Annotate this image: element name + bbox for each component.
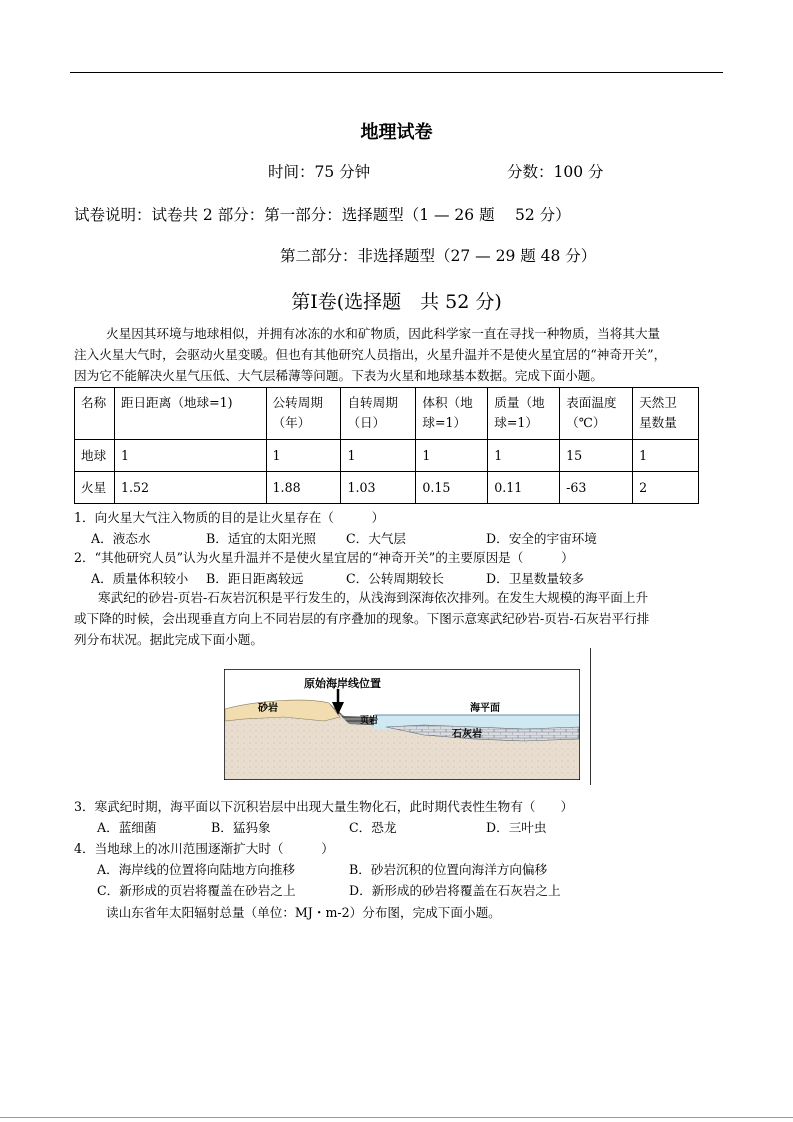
question-3-option-d[interactable]: D．三叶虫 <box>486 820 547 835</box>
table-cell: 1 <box>416 440 488 472</box>
table-cell: 1 <box>633 440 699 472</box>
table-header-cell: 名称 <box>75 388 115 440</box>
table-cell: 2 <box>633 472 699 504</box>
question-4-option-d[interactable]: D．新形成的砂岩将覆盖在石灰岩之上 <box>349 883 561 898</box>
label-coastline: 原始海岸线位置 <box>304 677 381 690</box>
table-row <box>75 472 699 504</box>
label-sandstone: 砂岩 <box>258 703 278 714</box>
table-header-cell: 自转周期 （日） <box>341 388 416 440</box>
question-1-option-b[interactable]: B．适宜的太阳光照 <box>206 531 317 546</box>
table-header-cell: 距日距离（地球=1) <box>114 388 266 440</box>
question-4-option-a[interactable]: A．海岸线的位置将向陆地方向推移 <box>97 862 296 877</box>
table-cell: 0.11 <box>488 472 560 504</box>
question-3-option-a[interactable]: A．蓝细菌 <box>97 820 157 835</box>
question-3-option-c[interactable]: C．恐龙 <box>349 820 397 835</box>
exam-time: 时间：75 分钟 <box>268 163 371 181</box>
table-header-cell: 质量（地 球=1） <box>488 388 560 440</box>
question-3-option-b[interactable]: B．猛犸象 <box>211 820 271 835</box>
table-cell: 1 <box>488 440 560 472</box>
table-row <box>75 440 699 472</box>
table-cell: 火星 <box>75 472 115 504</box>
exam-note-line1: 试卷说明：试卷共 2 部分：第一部分：选择题型（1 — 26 题 52 分） <box>74 206 571 224</box>
exam-score: 分数：100 分 <box>507 163 604 181</box>
question-4-stem: 4．当地球上的冰川范围逐渐扩大时（ ） <box>74 841 334 856</box>
question-2-option-a[interactable]: A．质量体积较小 <box>91 571 189 586</box>
table-header-row <box>75 388 699 440</box>
question-1-option-a[interactable]: A．液态水 <box>91 531 151 546</box>
passage-cambrian <box>74 587 649 650</box>
question-2-option-b[interactable]: B．距日距离较远 <box>206 571 304 586</box>
margin-rule <box>590 648 591 785</box>
table-header-cell: 表面温度 （℃） <box>560 388 633 440</box>
question-1-option-c[interactable]: C．大气层 <box>346 531 407 546</box>
question-2-stem: 2．“其他研究人员”认为火星升温并不是使火星宜居的“神奇开关”的主要原因是（ ） <box>74 550 574 565</box>
footer-rule <box>0 1117 793 1118</box>
table-cell: 0.15 <box>416 472 488 504</box>
question-1-option-d[interactable]: D．安全的宇宙环境 <box>486 531 597 546</box>
passage-line: 寒武纪的砂岩-页岩-石灰岩沉积是平行发生的，从浅海到深海依次排列。在发生大规模的海平面上升 <box>98 590 649 605</box>
question-4-option-b[interactable]: B．砂岩沉积的位置向海洋方向偏移 <box>349 862 548 877</box>
table-cell: 1 <box>341 440 416 472</box>
table-cell: 1.88 <box>266 472 341 504</box>
exam-title: 地理试卷 <box>360 122 433 143</box>
question-1-stem: 1．向火星大气注入物质的目的是让火星存在（ ） <box>74 510 385 525</box>
question-4-option-c[interactable]: C．新形成的页岩将覆盖在砂岩之上 <box>97 883 296 898</box>
table-cell: 1 <box>114 440 266 472</box>
table-header-cell: 公转周期 （年） <box>266 388 341 440</box>
table-cell: 1 <box>266 440 341 472</box>
passage-line: 火星因其环境与地球相似，并拥有冰冻的水和矿物质，因此科学家一直在寻找一种物质，当将其大量 <box>106 326 661 341</box>
passage-shandong: 读山东省年太阳辐射总量（单位：MJ・m-2）分布图，完成下面小题。 <box>106 905 501 920</box>
table-cell: -63 <box>560 472 633 504</box>
passage-line: 因为它不能解决火星气压低、大气层稀薄等问题。下表为火星和地球基本数据。完成下面小题。 <box>74 368 603 383</box>
table-cell: 1.03 <box>341 472 416 504</box>
table-cell: 1.52 <box>114 472 266 504</box>
sedimentary-layers-figure <box>224 669 580 780</box>
exam-note-line2: 第二部分：非选择题型（27 — 29 题 48 分） <box>280 247 597 265</box>
question-3-stem: 3．寒武纪时期，海平面以下沉积岩层中出现大量生物化石，此时期代表性生物有（ ） <box>74 799 574 814</box>
label-limestone: 石灰岩 <box>452 729 482 740</box>
label-sea-level: 海平面 <box>470 703 500 714</box>
table-cell: 15 <box>560 440 633 472</box>
passage-mars <box>74 323 666 386</box>
header-rule <box>70 72 723 73</box>
part1-heading: 第Ⅰ卷(选择题 共 52 分) <box>291 291 502 313</box>
table-cell: 地球 <box>75 440 115 472</box>
planet-data-table <box>74 387 699 504</box>
table-header-cell: 体积（地 球=1） <box>416 388 488 440</box>
question-2-option-c[interactable]: C．公转周期较长 <box>346 571 444 586</box>
question-2-option-d[interactable]: D．卫星数量较多 <box>486 571 585 586</box>
label-shale: 页岩 <box>360 716 379 726</box>
passage-line: 列分布状况。据此完成下面小题。 <box>74 632 263 647</box>
table-header-cell: 天然卫 星数量 <box>633 388 699 440</box>
passage-line: 注入火星大气时，会驱动火星变暖。但也有其他研究人员指出，火星升温并不是使火星宜居的“神奇开关”， <box>74 347 667 362</box>
passage-line: 或下降的时候，会出现垂直方向上不同岩层的有序叠加的现象。下图示意寒武纪砂岩-页岩-石灰岩平行排 <box>74 611 650 626</box>
